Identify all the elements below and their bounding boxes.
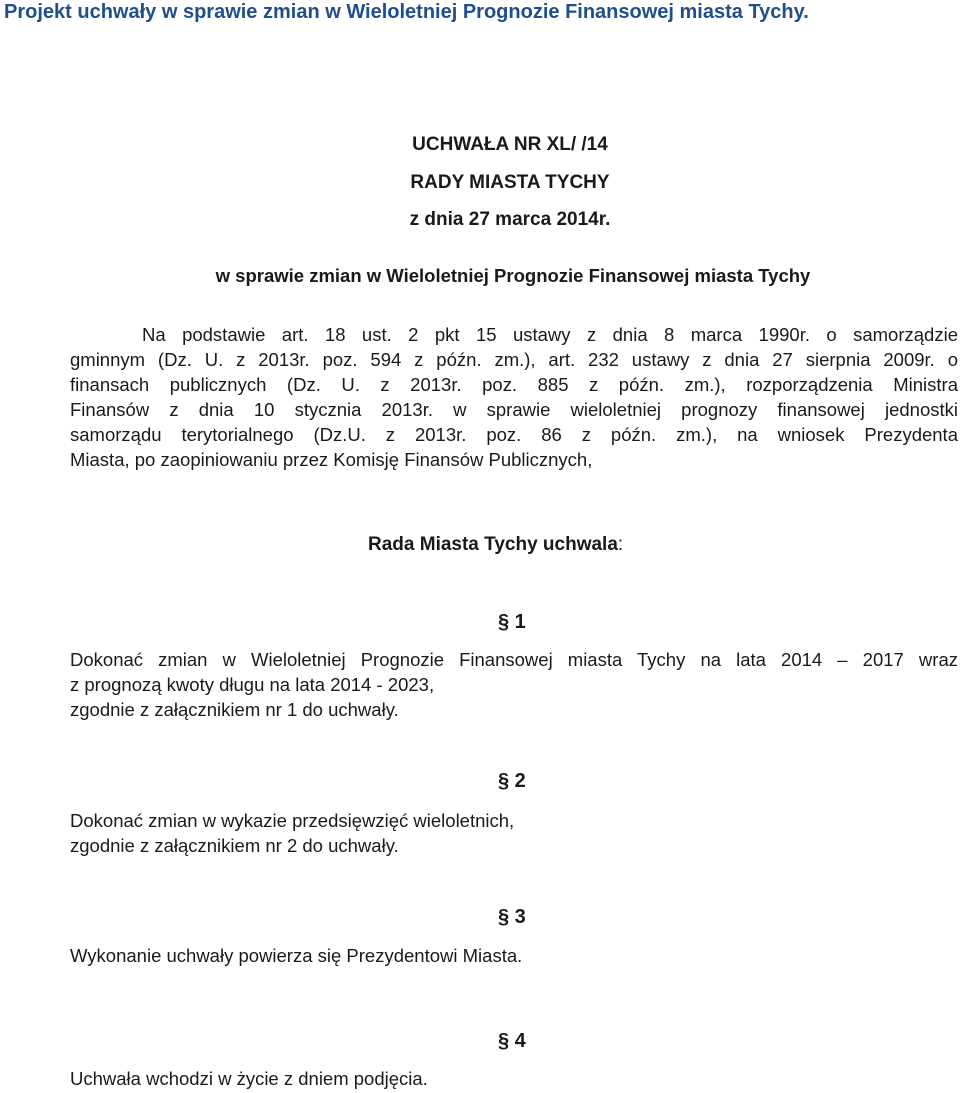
page-heading: Projekt uchwały w sprawie zmian w Wieloletniej Prognozie Finansowej miasta Tychy. [4, 1, 809, 23]
section-line: z prognozą kwoty długu na lata 2014 - 2023, [70, 674, 435, 695]
resolution-date: z dnia 27 marca 2014r. [409, 209, 611, 230]
section-mark: § 1 [498, 611, 526, 633]
resolve-colon: : [617, 534, 624, 555]
legal-basis-line: samorządu terytorialnego (Dz.U. z 2013r. poz. 86 z późn. zm.), na wniosek Prezydenta [70, 424, 958, 445]
legal-basis-line: Na podstawie art. 18 ust. 2 pkt 15 ustawy z dnia 8 marca 1990r. o samorządzie [142, 324, 958, 345]
resolve-heading [368, 534, 623, 556]
legal-basis-line: Finansów z dnia 10 stycznia 2013r. w sprawie wieloletniej prognozy finansowej jednostki [70, 399, 958, 420]
legal-basis-line: Miasta, po zaopiniowaniu przez Komisję Finansów Publicznych, [70, 449, 593, 470]
section-mark: § 2 [498, 770, 526, 792]
resolution-number: UCHWAŁA NR XL/ /14 [412, 134, 608, 155]
section-line: Dokonać zmian w Wieloletniej Prognozie Finansowej miasta Tychy na lata 2014 – 2017 wraz [70, 649, 958, 670]
section-line: Uchwała wchodzi w życie z dniem podjęcia. [70, 1068, 428, 1089]
section-mark: § 4 [498, 1030, 526, 1052]
section-line: zgodnie z załącznikiem nr 1 do uchwały. [70, 699, 399, 720]
section-line: zgodnie z załącznikiem nr 2 do uchwały. [70, 835, 399, 856]
legal-basis-line: finansach publicznych (Dz. U. z 2013r. poz. 885 z późn. zm.), rozporządzenia Ministra [70, 374, 958, 395]
section-line: Dokonać zmian w wykazie przedsięwzięć wieloletnich, [70, 810, 515, 831]
legal-basis-line: gminnym (Dz. U. z 2013r. poz. 594 z późn. zm.), art. 232 ustawy z dnia 27 sierpnia 2009r. o [70, 349, 958, 370]
resolve-text: Rada Miasta Tychy uchwala [368, 534, 618, 555]
resolution-subject: w sprawie zmian w Wieloletniej Prognozie Finansowej miasta Tychy [215, 265, 811, 286]
section-line: Wykonanie uchwały powierza się Prezydentowi Miasta. [70, 945, 523, 966]
section-mark: § 3 [498, 906, 526, 928]
council-name: RADY MIASTA TYCHY [410, 172, 610, 193]
